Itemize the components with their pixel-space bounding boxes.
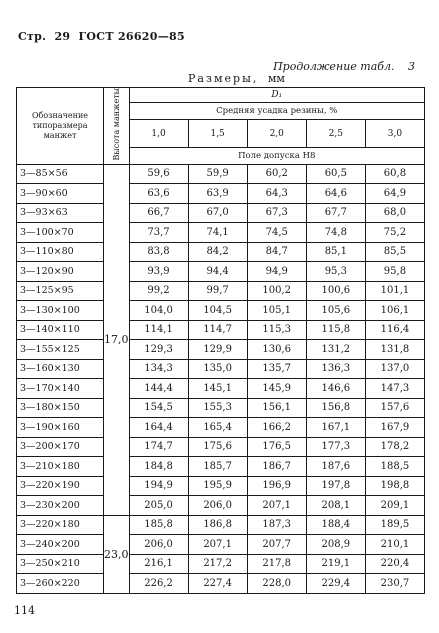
designation-cell: 3—140×110 (17, 320, 104, 340)
cuff-size-table (16, 87, 425, 594)
value-cell: 84,7 (247, 242, 306, 262)
table-row (17, 242, 425, 262)
designation-cell: 3—120×90 (17, 262, 104, 282)
value-cell: 185,7 (188, 457, 247, 477)
value-cell: 73,7 (129, 223, 188, 243)
designation-cell: 3—210×180 (17, 457, 104, 477)
value-cell: 206,0 (129, 535, 188, 555)
designation-cell: 3—93×63 (17, 203, 104, 223)
table-row (17, 476, 425, 496)
col-header-height-text: Высота манжеты (111, 88, 121, 161)
value-cell: 60,2 (247, 164, 306, 184)
page-header (18, 30, 189, 43)
value-cell: 146,6 (306, 379, 365, 399)
value-cell: 136,3 (306, 359, 365, 379)
value-cell: 208,1 (306, 496, 365, 516)
value-cell: 165,4 (188, 418, 247, 438)
value-cell: 100,6 (306, 281, 365, 301)
designation-cell: 3—200×170 (17, 437, 104, 457)
designation-cell: 3—220×190 (17, 476, 104, 496)
value-cell: 195,9 (188, 476, 247, 496)
value-cell: 85,5 (365, 242, 424, 262)
table-row (17, 203, 425, 223)
designation-cell: 3—90×60 (17, 184, 104, 204)
value-cell: 186,7 (247, 457, 306, 477)
value-cell: 67,7 (306, 203, 365, 223)
value-cell: 131,2 (306, 340, 365, 360)
value-cell: 106,1 (365, 301, 424, 321)
value-cell: 176,5 (247, 437, 306, 457)
value-cell: 99,7 (188, 281, 247, 301)
value-cell: 115,3 (247, 320, 306, 340)
value-cell: 67,3 (247, 203, 306, 223)
value-cell: 85,1 (306, 242, 365, 262)
value-cell: 63,9 (188, 184, 247, 204)
value-cell: 145,9 (247, 379, 306, 399)
value-cell: 67,0 (188, 203, 247, 223)
dimensions-title: Размеры, (188, 72, 259, 85)
dimensions-unit: мм (267, 72, 285, 85)
value-cell: 130,6 (247, 340, 306, 360)
designation-cell: 3—260×220 (17, 574, 104, 594)
value-cell: 104,0 (129, 301, 188, 321)
col-header-height (104, 88, 130, 165)
value-cell: 185,8 (129, 515, 188, 535)
value-cell: 164,4 (129, 418, 188, 438)
value-cell: 116,4 (365, 320, 424, 340)
table-row (17, 554, 425, 574)
value-cell: 68,0 (365, 203, 424, 223)
col-header-designation: Обозначение типоразмера манжет (17, 88, 104, 165)
shrink-value-header: 1,0 (129, 119, 188, 148)
value-cell: 189,5 (365, 515, 424, 535)
value-cell: 129,9 (188, 340, 247, 360)
value-cell: 188,4 (306, 515, 365, 535)
table-row (17, 281, 425, 301)
table-row (17, 398, 425, 418)
value-cell: 114,1 (129, 320, 188, 340)
value-cell: 207,1 (188, 535, 247, 555)
value-cell: 135,7 (247, 359, 306, 379)
value-cell: 184,8 (129, 457, 188, 477)
table-row (17, 379, 425, 399)
col-header-shrinkage: Средняя усадка резины, % (129, 102, 425, 119)
value-cell: 115,8 (306, 320, 365, 340)
value-cell: 196,9 (247, 476, 306, 496)
value-cell: 64,6 (306, 184, 365, 204)
designation-cell: 3—155×125 (17, 340, 104, 360)
designation-cell: 3—85×56 (17, 164, 104, 184)
value-cell: 217,2 (188, 554, 247, 574)
value-cell: 209,1 (365, 496, 424, 516)
col-header-tolerance: Поле допуска H8 (129, 148, 425, 164)
value-cell: 207,7 (247, 535, 306, 555)
table-row (17, 320, 425, 340)
designation-cell: 3—190×160 (17, 418, 104, 438)
value-cell: 95,8 (365, 262, 424, 282)
value-cell: 228,0 (247, 574, 306, 594)
value-cell: 134,3 (129, 359, 188, 379)
value-cell: 137,0 (365, 359, 424, 379)
table-row (17, 262, 425, 282)
designation-cell: 3—230×200 (17, 496, 104, 516)
dimensions-caption (188, 72, 285, 85)
continuation-text: Продолжение табл. (273, 60, 395, 73)
value-cell: 219,1 (306, 554, 365, 574)
designation-cell: 3—240×200 (17, 535, 104, 555)
designation-cell: 3—100×70 (17, 223, 104, 243)
value-cell: 227,4 (188, 574, 247, 594)
value-cell: 210,1 (365, 535, 424, 555)
value-cell: 155,3 (188, 398, 247, 418)
value-cell: 177,3 (306, 437, 365, 457)
value-cell: 101,1 (365, 281, 424, 301)
value-cell: 157,6 (365, 398, 424, 418)
value-cell: 226,2 (129, 574, 188, 594)
value-cell: 60,5 (306, 164, 365, 184)
value-cell: 205,0 (129, 496, 188, 516)
shrink-value-header: 2,5 (306, 119, 365, 148)
value-cell: 144,4 (129, 379, 188, 399)
value-cell: 104,5 (188, 301, 247, 321)
designation-cell: 3—220×180 (17, 515, 104, 535)
table-row (17, 535, 425, 555)
height-cell: 23,0 (104, 515, 130, 593)
designation-cell: 3—160×130 (17, 359, 104, 379)
value-cell: 167,9 (365, 418, 424, 438)
value-cell: 84,2 (188, 242, 247, 262)
table-row (17, 496, 425, 516)
value-cell: 175,6 (188, 437, 247, 457)
value-cell: 74,5 (247, 223, 306, 243)
shrink-value-header: 3,0 (365, 119, 424, 148)
value-cell: 198,8 (365, 476, 424, 496)
table-row (17, 340, 425, 360)
table-row (17, 223, 425, 243)
value-cell: 105,6 (306, 301, 365, 321)
table-row (17, 457, 425, 477)
shrink-value-header: 1,5 (188, 119, 247, 148)
value-cell: 114,7 (188, 320, 247, 340)
page-ref-number: 29 (54, 30, 71, 43)
designation-cell: 3—110×80 (17, 242, 104, 262)
col-header-d1: D₁ (129, 88, 425, 103)
value-cell: 216,1 (129, 554, 188, 574)
designation-cell: 3—180×150 (17, 398, 104, 418)
value-cell: 95,3 (306, 262, 365, 282)
value-cell: 99,2 (129, 281, 188, 301)
designation-cell: 3—130×100 (17, 301, 104, 321)
value-cell: 131,8 (365, 340, 424, 360)
value-cell: 206,0 (188, 496, 247, 516)
value-cell: 59,9 (188, 164, 247, 184)
value-cell: 167,1 (306, 418, 365, 438)
value-cell: 208,9 (306, 535, 365, 555)
value-cell: 64,3 (247, 184, 306, 204)
standard-code: ГОСТ 26620—85 (78, 30, 185, 43)
value-cell: 186,8 (188, 515, 247, 535)
value-cell: 174,7 (129, 437, 188, 457)
table-row (17, 164, 425, 184)
value-cell: 156,8 (306, 398, 365, 418)
value-cell: 94,4 (188, 262, 247, 282)
value-cell: 230,7 (365, 574, 424, 594)
value-cell: 220,4 (365, 554, 424, 574)
value-cell: 64,9 (365, 184, 424, 204)
table-row (17, 359, 425, 379)
value-cell: 60,8 (365, 164, 424, 184)
value-cell: 66,7 (129, 203, 188, 223)
table-row (17, 515, 425, 535)
value-cell: 154,5 (129, 398, 188, 418)
value-cell: 187,6 (306, 457, 365, 477)
value-cell: 156,1 (247, 398, 306, 418)
value-cell: 217,8 (247, 554, 306, 574)
designation-cell: 3—170×140 (17, 379, 104, 399)
table-row (17, 437, 425, 457)
page-number: 114 (14, 604, 35, 617)
designation-cell: 3—125×95 (17, 281, 104, 301)
value-cell: 229,4 (306, 574, 365, 594)
table-row (17, 574, 425, 594)
table-row (17, 418, 425, 438)
table-number: 3 (408, 60, 415, 73)
value-cell: 178,2 (365, 437, 424, 457)
value-cell: 147,3 (365, 379, 424, 399)
value-cell: 187,3 (247, 515, 306, 535)
value-cell: 197,8 (306, 476, 365, 496)
table-row (17, 301, 425, 321)
table-row (17, 184, 425, 204)
value-cell: 83,8 (129, 242, 188, 262)
value-cell: 135,0 (188, 359, 247, 379)
value-cell: 166,2 (247, 418, 306, 438)
value-cell: 105,1 (247, 301, 306, 321)
value-cell: 75,2 (365, 223, 424, 243)
shrink-value-header: 2,0 (247, 119, 306, 148)
value-cell: 145,1 (188, 379, 247, 399)
value-cell: 63,6 (129, 184, 188, 204)
table-continuation-note (273, 60, 415, 73)
value-cell: 74,8 (306, 223, 365, 243)
value-cell: 129,3 (129, 340, 188, 360)
value-cell: 74,1 (188, 223, 247, 243)
value-cell: 207,1 (247, 496, 306, 516)
designation-cell: 3—250×210 (17, 554, 104, 574)
value-cell: 59,6 (129, 164, 188, 184)
value-cell: 94,9 (247, 262, 306, 282)
value-cell: 100,2 (247, 281, 306, 301)
value-cell: 93,9 (129, 262, 188, 282)
value-cell: 194,9 (129, 476, 188, 496)
value-cell: 188,5 (365, 457, 424, 477)
page-label: Стр. (18, 30, 47, 43)
height-cell: 17,0 (104, 164, 130, 515)
